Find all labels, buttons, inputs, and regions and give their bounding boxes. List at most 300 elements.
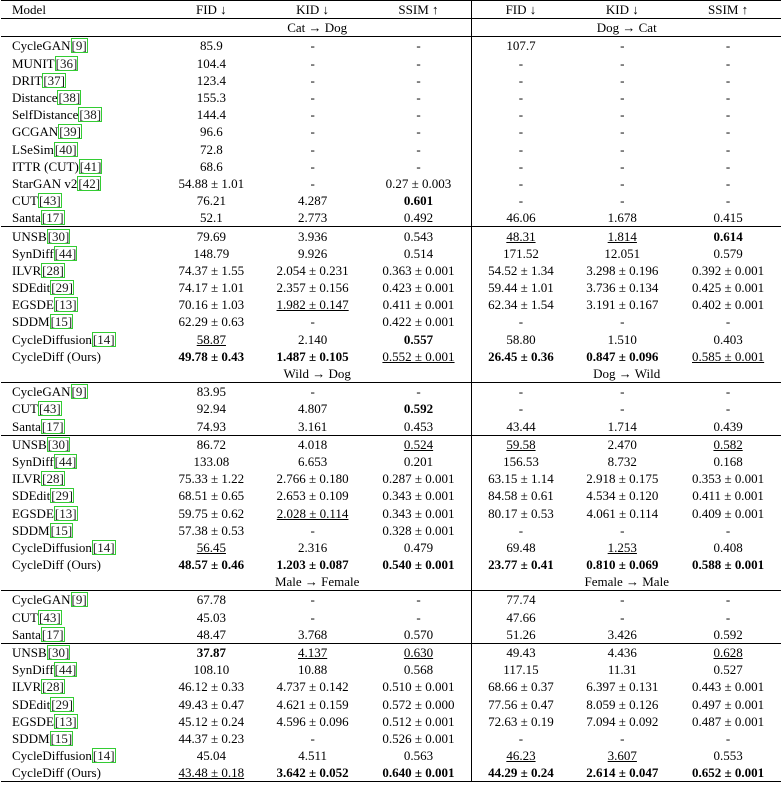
model-name-cell [1, 400, 163, 417]
metric-cell [163, 661, 260, 678]
metric-value: 56.45 [196, 539, 226, 555]
metric-value: 3.642 ± 0.052 [276, 765, 349, 781]
model-name: SDEdit [12, 696, 51, 712]
metric-value: 0.630 [403, 645, 434, 661]
model-name: EGSDE [12, 713, 54, 729]
header-ssim-right: SSIM ↑ [675, 1, 781, 19]
metric-cell [260, 453, 366, 470]
model-name-cell [1, 661, 163, 678]
citation-link[interactable]: [9] [71, 592, 87, 608]
metric-cell [569, 279, 675, 296]
metric-cell [569, 643, 675, 661]
metric-cell [675, 539, 781, 556]
metric-cell [366, 661, 472, 678]
metric-value: - [416, 124, 421, 140]
metric-value: 117.15 [503, 662, 539, 678]
table-row [1, 713, 781, 730]
table-row [1, 262, 781, 279]
metric-value: - [518, 522, 524, 538]
citation-link[interactable]: [29] [51, 696, 73, 712]
metric-value: 70.16 ± 1.03 [178, 297, 245, 313]
metric-value: - [725, 522, 731, 538]
metric-value: 68.51 ± 0.65 [178, 488, 245, 504]
metric-cell [163, 747, 260, 764]
metric-value: 2.028 ± 0.114 [276, 505, 349, 521]
citation-link[interactable]: [30] [47, 436, 70, 452]
citation-link[interactable]: [38] [58, 90, 81, 106]
metric-cell [675, 245, 781, 262]
metric-cell [472, 141, 569, 158]
metric-cell [675, 72, 781, 89]
metric-value: 0.582 [713, 436, 743, 452]
metric-cell [260, 764, 366, 782]
metric-cell [472, 487, 569, 504]
metric-cell [260, 227, 366, 245]
model-name: CycleGAN [12, 592, 71, 608]
metric-cell [675, 37, 781, 55]
metric-cell [569, 435, 675, 453]
metric-cell [163, 348, 260, 365]
metric-value: 45.12 ± 0.24 [178, 713, 245, 729]
metric-cell [675, 713, 781, 730]
table-row [1, 209, 781, 227]
citation-link[interactable]: [14] [92, 539, 115, 555]
metric-cell [472, 192, 569, 209]
metric-cell [569, 713, 675, 730]
metric-value: 4.137 [297, 645, 328, 661]
citation-link[interactable]: [28] [42, 262, 64, 278]
metric-value: - [310, 141, 315, 157]
metric-value: 2.766 ± 0.180 [276, 471, 349, 487]
metric-value: - [416, 72, 421, 88]
metric-value: - [518, 90, 524, 106]
metric-cell [569, 296, 675, 313]
model-name: ITTR (CUT) [12, 158, 79, 174]
metric-value: 48.31 [506, 228, 536, 244]
metric-value: 133.08 [193, 453, 230, 469]
metric-value: 49.43 [506, 645, 536, 661]
model-name-cell [1, 348, 163, 365]
metric-cell [366, 747, 472, 764]
table-row [1, 470, 781, 487]
metric-value: - [416, 609, 421, 625]
metric-value: - [310, 90, 315, 106]
metric-cell [569, 106, 675, 123]
citation-link[interactable]: [44] [54, 453, 77, 469]
citation-link[interactable]: [17] [41, 626, 64, 642]
metric-value: 4.596 ± 0.096 [276, 713, 349, 729]
metric-cell [675, 158, 781, 175]
citation-link[interactable]: [15] [50, 730, 73, 746]
citation-link[interactable]: [38] [79, 107, 102, 123]
table-row [1, 435, 781, 453]
citation-link[interactable]: [44] [54, 662, 77, 678]
table-row [1, 89, 781, 106]
metric-cell [260, 522, 366, 539]
metric-value: - [725, 609, 731, 625]
model-name-cell [1, 106, 163, 123]
metric-value: - [310, 175, 315, 191]
metric-value: 0.408 [713, 539, 743, 555]
table-row [1, 123, 781, 140]
metric-value: - [416, 107, 421, 123]
metric-value: 104.4 [196, 55, 226, 71]
metric-cell [675, 730, 781, 747]
citation-link[interactable]: [44] [54, 245, 77, 261]
metric-cell [260, 383, 366, 401]
citation-link[interactable]: [28] [42, 679, 64, 695]
metric-value: - [725, 175, 731, 191]
metric-value: - [518, 124, 524, 140]
metric-cell [260, 747, 366, 764]
metric-value: 3.936 [297, 228, 328, 244]
metric-value: 0.497 ± 0.001 [692, 696, 765, 712]
metric-cell [675, 678, 781, 695]
model-name-cell [1, 678, 163, 695]
model-name: ILVR [12, 471, 42, 487]
citation-link[interactable]: [29] [51, 280, 73, 296]
metric-cell [472, 696, 569, 713]
metric-value: 123.4 [196, 72, 226, 88]
metric-value: 2.773 [297, 210, 328, 226]
metric-value: - [725, 90, 731, 106]
metric-value: - [518, 401, 524, 417]
metric-value: - [620, 193, 625, 209]
metric-value: 45.03 [196, 609, 226, 625]
metric-cell [366, 192, 472, 209]
metric-value: - [620, 384, 625, 400]
metric-value: - [310, 38, 315, 54]
metric-cell [260, 643, 366, 661]
metric-cell [675, 296, 781, 313]
citation-link[interactable]: [39] [59, 124, 81, 140]
citation-link[interactable]: [40] [54, 141, 77, 157]
metric-cell [675, 106, 781, 123]
metric-value: 74.17 ± 1.01 [178, 280, 245, 296]
citation-link[interactable]: [13] [54, 505, 77, 521]
metric-cell [675, 279, 781, 296]
group-heading-blank [1, 365, 163, 383]
metric-value: 84.58 ± 0.61 [488, 488, 554, 504]
model-name: UNSB [12, 436, 47, 452]
metric-cell [163, 245, 260, 262]
citation-link[interactable]: [15] [50, 314, 73, 330]
metric-cell [163, 696, 260, 713]
metric-cell [366, 262, 472, 279]
metric-value: 0.553 [713, 748, 743, 764]
metric-cell [472, 123, 569, 140]
metric-value: - [310, 72, 315, 88]
metric-cell [675, 313, 781, 330]
metric-value: 46.06 [506, 210, 536, 226]
citation-link[interactable]: [43] [39, 609, 61, 625]
metric-cell [675, 123, 781, 140]
citation-link[interactable]: [43] [39, 193, 61, 209]
metric-cell [260, 209, 366, 227]
metric-cell [675, 504, 781, 521]
metric-value: - [518, 175, 524, 191]
metric-cell [366, 175, 472, 192]
table-row [1, 730, 781, 747]
table-row [1, 296, 781, 313]
model-name: CUT [12, 401, 38, 417]
metric-cell [163, 487, 260, 504]
model-name: EGSDE [12, 297, 54, 313]
model-name: SynDiff [12, 453, 54, 469]
metric-cell [260, 123, 366, 140]
metric-value: 1.678 [607, 210, 637, 226]
metric-cell [163, 713, 260, 730]
metric-value: - [416, 158, 421, 174]
metric-value: 2.357 ± 0.156 [276, 280, 349, 296]
model-name-cell [1, 764, 163, 782]
results-table [1, 0, 781, 782]
model-name: Santa [12, 626, 41, 642]
citation-link[interactable]: [13] [54, 713, 77, 729]
metric-value: 0.492 [403, 210, 434, 226]
metric-value: 9.926 [297, 245, 328, 261]
table-row [1, 539, 781, 556]
metric-cell [260, 55, 366, 72]
metric-cell [569, 158, 675, 175]
metric-value: - [725, 72, 731, 88]
metric-cell [163, 643, 260, 661]
metric-value: 77.74 [506, 592, 536, 608]
citation-link[interactable]: [17] [41, 418, 64, 434]
metric-cell [472, 539, 569, 556]
citation-link[interactable]: [9] [71, 38, 87, 54]
metric-cell [260, 661, 366, 678]
metric-value: - [620, 90, 625, 106]
citation-link[interactable]: [37] [43, 72, 66, 88]
metric-cell [569, 747, 675, 764]
metric-value: 1.714 [607, 418, 637, 434]
metric-value: 3.607 [607, 748, 637, 764]
metric-cell [569, 453, 675, 470]
metric-cell [472, 296, 569, 313]
metric-cell [163, 556, 260, 573]
table-row [1, 522, 781, 539]
metric-value: 76.21 [196, 193, 226, 209]
metric-cell [260, 106, 366, 123]
metric-cell [675, 470, 781, 487]
metric-cell [260, 591, 366, 609]
metric-cell [260, 539, 366, 556]
table-row [1, 55, 781, 72]
metric-value: 63.15 ± 1.14 [488, 471, 554, 487]
model-name-cell [1, 55, 163, 72]
metric-value: 85.9 [199, 38, 223, 54]
metric-cell [163, 192, 260, 209]
metric-value: 48.57 ± 0.46 [178, 557, 245, 573]
model-name: Santa [12, 210, 41, 226]
metric-value: 86.72 [196, 436, 226, 452]
metric-cell [163, 730, 260, 747]
metric-value: - [518, 158, 524, 174]
metric-value: - [416, 90, 421, 106]
metric-cell [472, 591, 569, 609]
metric-cell [366, 348, 472, 365]
metric-value: 1.253 [607, 539, 637, 555]
metric-value: 0.512 ± 0.001 [382, 713, 455, 729]
metric-value: - [310, 609, 315, 625]
metric-cell [675, 747, 781, 764]
table-row [1, 696, 781, 713]
metric-cell [569, 730, 675, 747]
model-name-cell [1, 331, 163, 348]
model-name-cell [1, 209, 163, 227]
table-row [1, 678, 781, 695]
metric-value: 59.44 ± 1.01 [488, 280, 554, 296]
metric-value: - [518, 72, 524, 88]
metric-cell [472, 227, 569, 245]
metric-cell [675, 348, 781, 365]
metric-cell [569, 37, 675, 55]
metric-value: 10.88 [297, 662, 328, 678]
metric-cell [675, 141, 781, 158]
metric-value: 0.443 ± 0.001 [692, 679, 765, 695]
metric-value: - [620, 124, 625, 140]
model-name-cell [1, 609, 163, 626]
metric-value: 0.328 ± 0.001 [382, 522, 455, 538]
citation-link[interactable]: [41] [79, 158, 102, 174]
metric-value: - [310, 55, 315, 71]
model-name: DRIT [12, 72, 43, 88]
metric-value: - [725, 592, 731, 608]
metric-cell [472, 262, 569, 279]
metric-cell [675, 227, 781, 245]
citation-link[interactable]: [9] [71, 384, 87, 400]
metric-cell [675, 331, 781, 348]
metric-value: 96.6 [199, 124, 223, 140]
metric-cell [366, 643, 472, 661]
group-heading-right: Dog → Cat [472, 19, 781, 37]
metric-cell [366, 89, 472, 106]
metric-cell [163, 453, 260, 470]
metric-cell [163, 764, 260, 782]
metric-cell [675, 591, 781, 609]
group-heading-blank [1, 573, 163, 591]
metric-cell [163, 141, 260, 158]
table-row [1, 106, 781, 123]
metric-value: - [620, 55, 625, 71]
metric-value: - [310, 314, 315, 330]
model-name: CycleGAN [12, 38, 71, 54]
header-fid-right: FID ↓ [472, 1, 569, 19]
metric-cell [260, 696, 366, 713]
metric-value: 0.585 ± 0.001 [692, 348, 765, 364]
metric-cell [163, 522, 260, 539]
metric-value: 2.054 ± 0.231 [276, 262, 349, 278]
header-fid-left: FID ↓ [163, 1, 260, 19]
metric-value: 4.061 ± 0.114 [586, 505, 659, 521]
metric-cell [163, 37, 260, 55]
metric-value: - [518, 141, 524, 157]
citation-link[interactable]: [42] [78, 175, 101, 191]
header-kid-left: KID ↓ [260, 1, 366, 19]
model-name-cell [1, 418, 163, 436]
metric-cell [366, 470, 472, 487]
metric-cell [366, 713, 472, 730]
metric-cell [366, 609, 472, 626]
model-name: SelfDistance [12, 107, 79, 123]
metric-cell [472, 348, 569, 365]
metric-cell [569, 262, 675, 279]
citation-link[interactable]: [14] [92, 331, 115, 347]
citation-link[interactable]: [36] [55, 55, 78, 71]
metric-value: 0.552 ± 0.001 [382, 348, 455, 364]
metric-value: 62.29 ± 0.63 [178, 314, 245, 330]
metric-cell [260, 435, 366, 453]
metric-cell [163, 296, 260, 313]
model-name-cell [1, 435, 163, 453]
model-name: CUT [12, 609, 38, 625]
metric-value: 0.415 [713, 210, 743, 226]
citation-link[interactable]: [17] [41, 210, 64, 226]
metric-cell [366, 37, 472, 55]
metric-value: 0.422 ± 0.001 [382, 314, 455, 330]
metric-value: 171.52 [503, 245, 539, 261]
metric-cell [675, 643, 781, 661]
citation-link[interactable]: [43] [39, 401, 61, 417]
metric-cell [569, 245, 675, 262]
metric-value: 0.363 ± 0.001 [382, 262, 455, 278]
metric-value: 108.10 [193, 662, 230, 678]
metric-value: 46.23 [506, 748, 536, 764]
metric-cell [569, 470, 675, 487]
metric-value: - [620, 72, 625, 88]
metric-cell [163, 175, 260, 192]
metric-cell [569, 192, 675, 209]
model-name: MUNIT [12, 55, 55, 71]
metric-value: 75.33 ± 1.22 [178, 471, 245, 487]
metric-cell [366, 522, 472, 539]
citation-link[interactable]: [28] [42, 471, 64, 487]
metric-value: 0.526 ± 0.001 [382, 730, 455, 746]
table-row [1, 609, 781, 626]
metric-cell [163, 470, 260, 487]
metric-cell [366, 435, 472, 453]
metric-value: 47.66 [506, 609, 536, 625]
metric-cell [260, 37, 366, 55]
table-row [1, 626, 781, 644]
metric-value: 0.343 ± 0.001 [382, 505, 455, 521]
metric-cell [472, 37, 569, 55]
model-name-cell [1, 37, 163, 55]
metric-cell [366, 141, 472, 158]
citation-link[interactable]: [15] [50, 522, 73, 538]
metric-value: - [518, 384, 524, 400]
metric-cell [260, 556, 366, 573]
citation-link[interactable]: [29] [51, 488, 73, 504]
metric-value: 46.12 ± 0.33 [178, 679, 245, 695]
metric-cell [472, 764, 569, 782]
metric-cell [260, 713, 366, 730]
citation-link[interactable]: [30] [47, 228, 70, 244]
metric-value: 0.628 [713, 645, 743, 661]
citation-link[interactable]: [30] [47, 645, 70, 661]
model-name-cell [1, 296, 163, 313]
metric-cell [260, 348, 366, 365]
group-heading-blank [1, 19, 163, 37]
table-row [1, 158, 781, 175]
metric-value: - [620, 522, 625, 538]
metric-value: 0.479 [403, 539, 434, 555]
metric-value: - [518, 107, 524, 123]
metric-value: 92.94 [196, 401, 226, 417]
citation-link[interactable]: [14] [92, 748, 115, 764]
citation-link[interactable]: [13] [54, 297, 77, 313]
